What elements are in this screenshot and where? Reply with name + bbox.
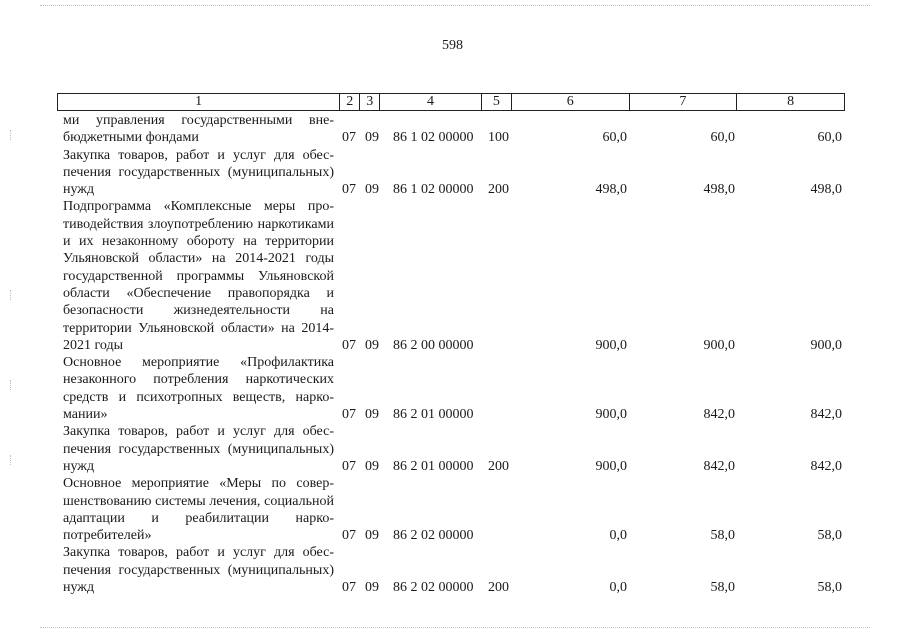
row-value-7: 58,0 [710,528,735,544]
header-col-6: 6 [512,94,630,110]
table-row [0,423,905,475]
row-section: 07 [342,337,356,353]
row-value-6: 498,0 [595,182,627,198]
table-row [0,112,905,147]
row-target-code: 86 1 02 00000 [393,182,474,198]
table-row [0,198,905,354]
row-value-8: 60,0 [817,130,842,146]
header-col-1: 1 [58,94,340,110]
row-target-code: 86 2 01 00000 [393,458,474,474]
row-section: 07 [342,528,356,544]
row-value-6: 0,0 [609,580,627,596]
row-subsection: 09 [365,528,379,544]
row-description: Основное мероприятие «Меры по совершенствованию системы лечения, социальной адаптации и реабилитации наркопотребителей» [63,476,334,544]
row-description: Закупка товаров, работ и услуг для обеспечения государственных (муниципальных) нужд [63,147,334,198]
row-value-7: 842,0 [703,458,735,474]
row-value-7: 58,0 [710,580,735,596]
header-col-5: 5 [482,94,512,110]
table-row [0,544,905,596]
row-target-code: 86 2 01 00000 [393,407,474,423]
row-section: 07 [342,458,356,474]
row-value-7: 842,0 [703,407,735,423]
row-description: Закупка товаров, работ и услуг для обеспечения государственных (муниципальных) нужд [63,545,334,596]
row-expense-type: 100 [488,130,509,146]
row-value-8: 498,0 [810,182,842,198]
table-body [0,112,905,596]
row-value-8: 900,0 [810,337,842,353]
row-description: ми управления государственными внебюджетными фондами [63,113,334,146]
row-subsection: 09 [365,458,379,474]
row-subsection: 09 [365,337,379,353]
row-subsection: 09 [365,407,379,423]
row-value-6: 900,0 [595,458,627,474]
row-subsection: 09 [365,580,379,596]
row-expense-type: 200 [488,182,509,198]
row-value-6: 60,0 [602,130,627,146]
scan-artifact-bottom [40,627,870,632]
header-col-7: 7 [630,94,738,110]
row-value-7: 900,0 [703,337,735,353]
row-expense-type: 200 [488,580,509,596]
row-target-code: 86 2 02 00000 [393,528,474,544]
header-col-8: 8 [787,94,795,109]
row-description: Закупка товаров, работ и услуг для обеспечения государственных (муниципальных) нужд [63,424,334,474]
row-value-6: 900,0 [595,407,627,423]
row-target-code: 86 2 00 00000 [393,337,474,353]
row-description: Подпрограмма «Комплексные меры противодействия злоупотреблению наркотиками и их незаконному обороту на территории Ульяновской области» на 2014-2021 годы государственной программы Ульяновской области «Обеспечение правопорядка и безопасности жизнедеятельности на территории Ульяновской области» на 2014-2021 годы [63,199,334,353]
row-value-7: 498,0 [703,182,735,198]
row-target-code: 86 1 02 00000 [393,130,474,146]
row-section: 07 [342,580,356,596]
header-col-3: 3 [360,94,380,110]
table-header [57,93,845,111]
row-subsection: 09 [365,182,379,198]
row-section: 07 [342,407,356,423]
table-row [0,475,905,544]
header-col-2: 2 [340,94,360,110]
row-value-8: 58,0 [817,580,842,596]
scan-artifact-top [40,5,870,10]
row-value-6: 900,0 [595,337,627,353]
table-row [0,147,905,199]
table-row [0,354,905,423]
row-expense-type: 200 [488,458,509,474]
row-section: 07 [342,182,356,198]
row-value-6: 0,0 [609,528,627,544]
page-number: 598 [442,38,463,53]
row-subsection: 09 [365,130,379,146]
row-value-8: 842,0 [810,407,842,423]
header-col-4: 4 [380,94,482,110]
row-section: 07 [342,130,356,146]
row-value-7: 60,0 [710,130,735,146]
row-target-code: 86 2 02 00000 [393,580,474,596]
row-value-8: 58,0 [817,528,842,544]
row-description: Основное мероприятие «Профилактика незаконного потребления наркотических средств и психотропных веществ, наркомании» [63,355,334,423]
row-value-8: 842,0 [810,458,842,474]
